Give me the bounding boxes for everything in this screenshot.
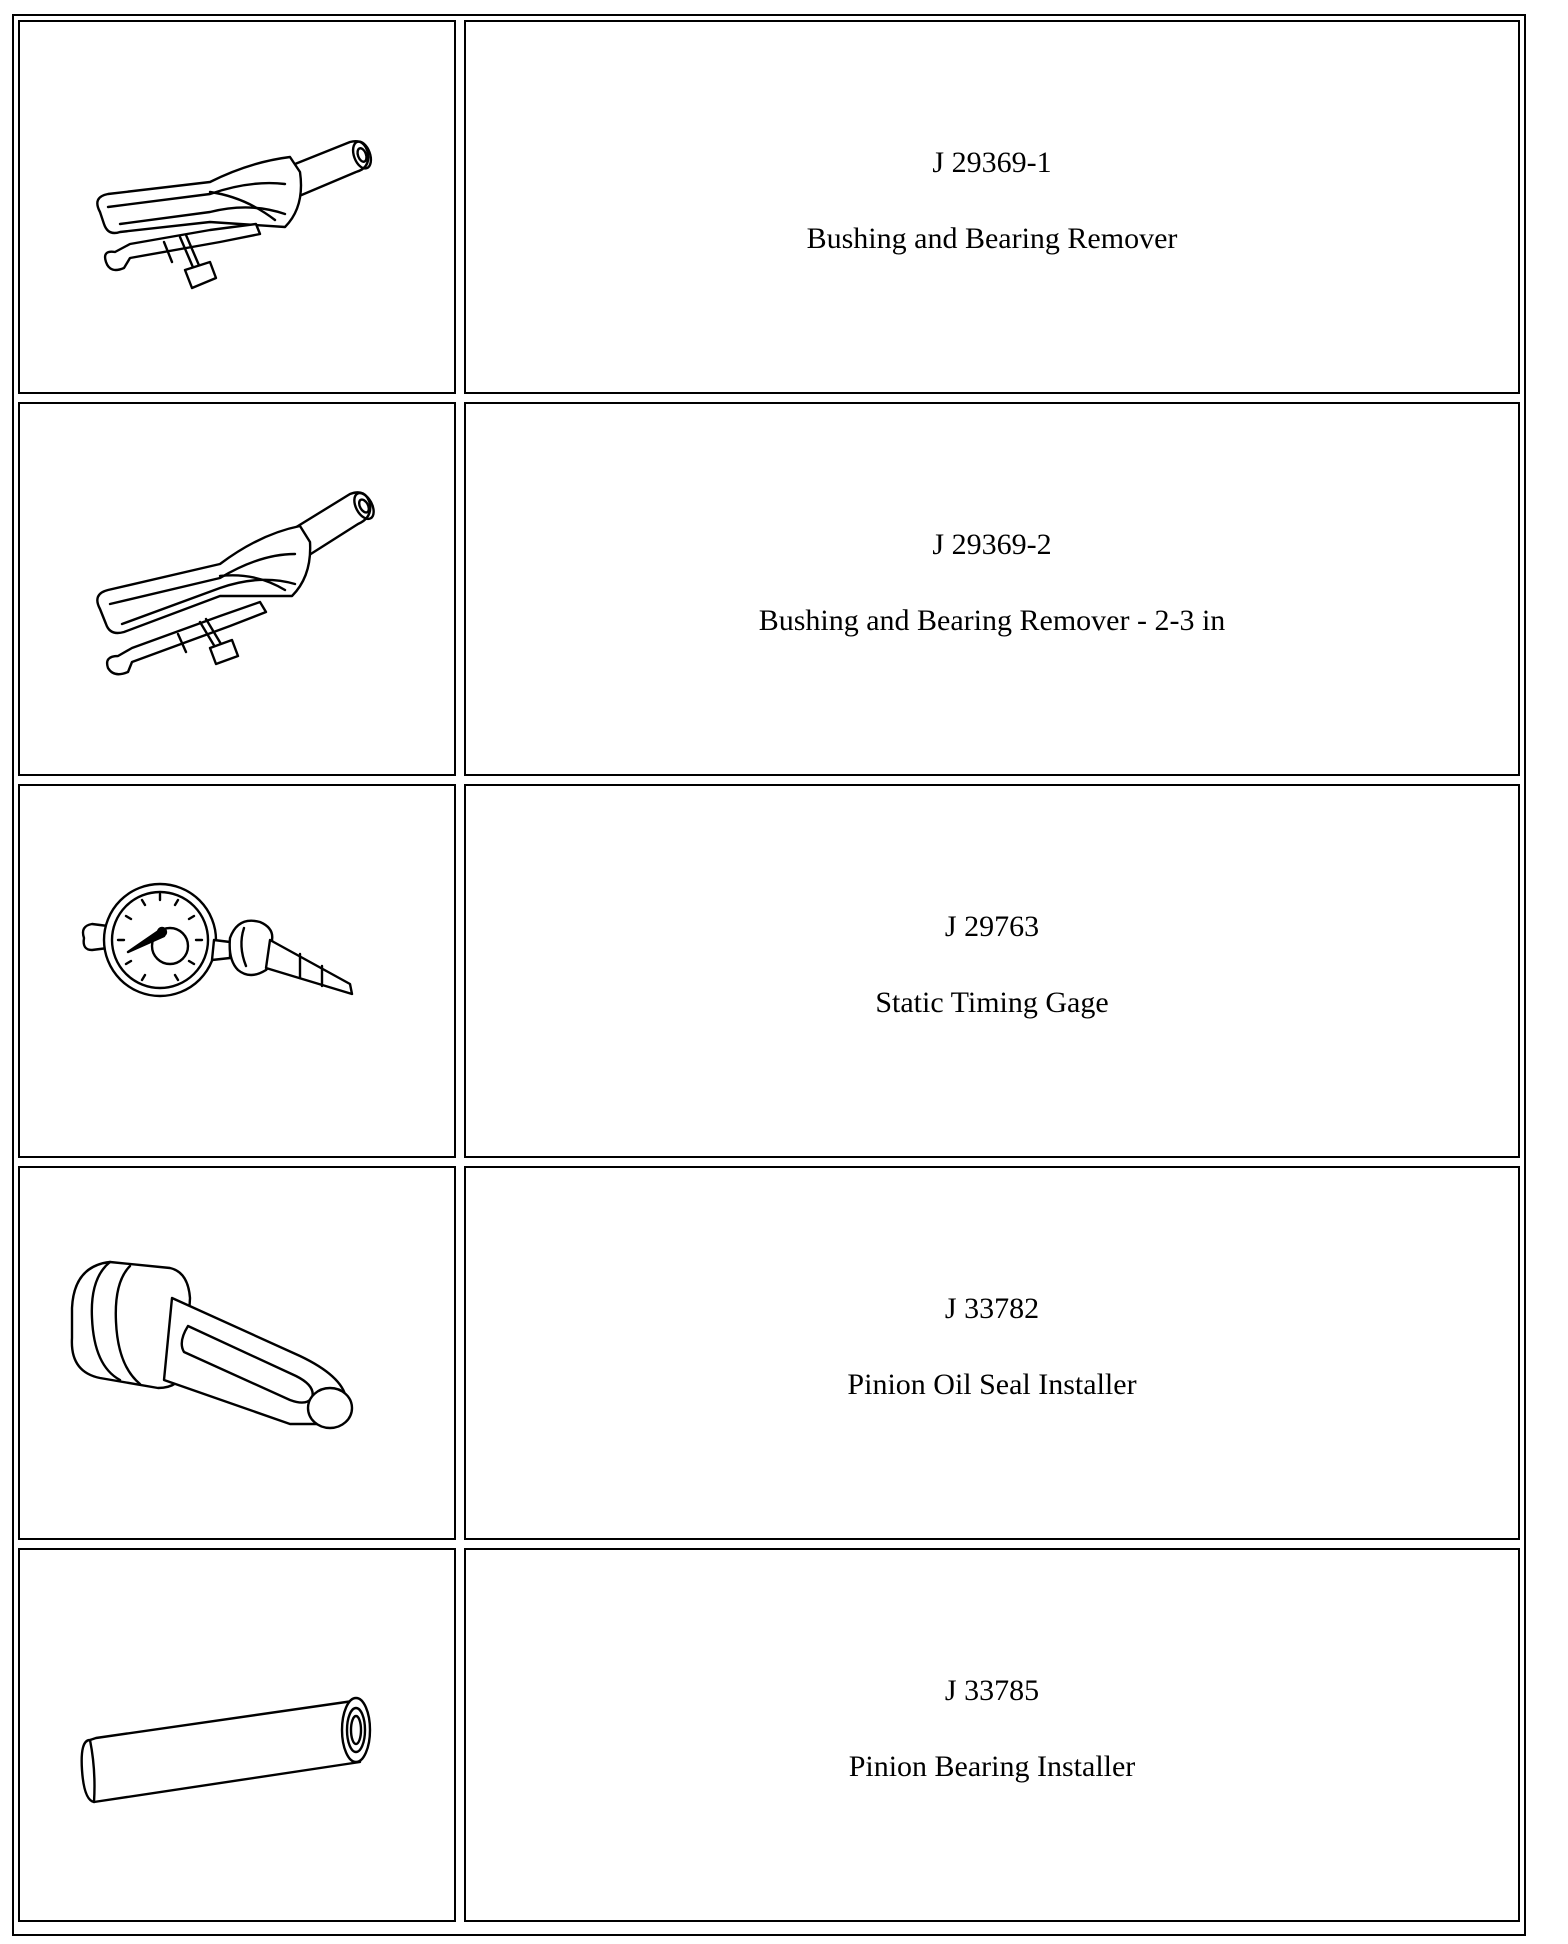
tool-number: J 29369-2 <box>932 528 1052 561</box>
table-row <box>14 1162 1524 1544</box>
tool-description: Pinion Bearing Installer <box>848 1750 1136 1783</box>
bushing-bearing-remover-icon <box>60 102 400 302</box>
tool-info-cell <box>464 20 1520 394</box>
tool-number: J 29369-1 <box>932 146 1052 179</box>
table-row <box>14 16 1524 398</box>
tool-number: J 33785 <box>944 1674 1040 1707</box>
tool-info-cell <box>464 784 1520 1158</box>
tool-image-cell <box>18 784 456 1158</box>
table-row <box>14 780 1524 1162</box>
table-row <box>14 398 1524 780</box>
tool-info-cell <box>464 1166 1520 1540</box>
bushing-bearing-remover-2-3-icon <box>60 484 400 684</box>
tool-info-cell <box>464 1548 1520 1922</box>
tool-number: J 33782 <box>944 1292 1040 1325</box>
tool-image-cell <box>18 1166 456 1540</box>
pinion-bearing-installer-icon <box>60 1630 400 1830</box>
tool-image-cell <box>18 20 456 394</box>
tool-number: J 29763 <box>944 910 1040 943</box>
tool-image-cell <box>18 1548 456 1922</box>
special-tools-table <box>12 14 1526 1936</box>
tool-image-cell <box>18 402 456 776</box>
tool-description: Bushing and Bearing Remover - 2-3 in <box>758 604 1226 637</box>
tool-description: Bushing and Bearing Remover <box>806 222 1178 255</box>
static-timing-gage-icon <box>60 866 400 1066</box>
tool-info-cell <box>464 402 1520 776</box>
tool-description: Static Timing Gage <box>875 986 1109 1019</box>
table-row <box>14 1544 1524 1926</box>
pinion-oil-seal-installer-icon <box>60 1228 400 1468</box>
tool-description: Pinion Oil Seal Installer <box>847 1368 1137 1401</box>
